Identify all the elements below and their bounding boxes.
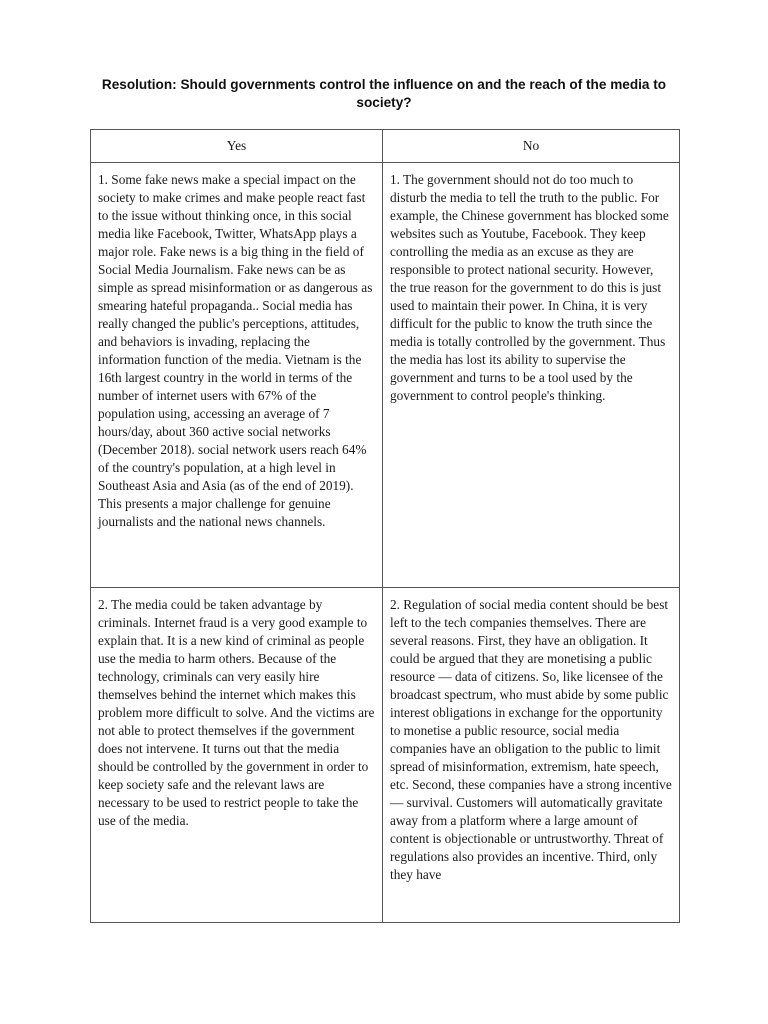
no-argument-1: 1. The government should not do too much to disturb the media to tell the truth to the public. For example, the Chinese government has blocked some websites such as Youtube, Facebook. They keep controlling the media as an excuse as they are responsible to protect national security. However, the true reason for the government to do this is just used to maintain their power. In China, it is very difficult for the public to know the truth since the media is totally controlled by the government. Thus the media has lost its ability to supervise the government and turns to be a tool used by the government to control people's thinking. <box>383 163 680 588</box>
table-row <box>91 588 680 923</box>
column-header-no: No <box>383 130 680 163</box>
table-header-row <box>91 130 680 163</box>
document-title: Resolution: Should governments control the influence on and the reach of the media to society? <box>101 77 667 110</box>
yes-argument-2: 2. The media could be taken advantage by criminals. Internet fraud is a very good example to explain that. It is a new kind of criminal as people use the media to harm others. Because of the technology, criminals can very easily hire themselves behind the internet which makes this problem more difficult to solve. And the victims are not able to protect themselves if the government does not intervene. It turns out that the media should be controlled by the government in order to keep society safe and the relevant laws are necessary to be used to restrict people to take the use of the media. <box>91 588 383 923</box>
table-row <box>91 163 680 588</box>
column-header-yes: Yes <box>91 130 383 163</box>
no-argument-2: 2. Regulation of social media content should be best left to the tech companies themselves. There are several reasons. First, they have an obligation. It could be argued that they are monetising a public resource — data of citizens. So, like licensee of the broadcast spectrum, who must abide by some public interest obligations in exchange for the opportunity to monetise a public resource, social media companies have an obligation to the public to limit spread of misinformation, extremism, hate speech, etc. Second, these companies have a strong incentive — survival. Customers will automatically gravitate away from a platform where a large amount of content is objectionable or untrustworthy. Threat of regulations also provides an incentive. Third, only they have <box>383 588 680 923</box>
yes-argument-1: 1. Some fake news make a special impact on the society to make crimes and make people react fast to the issue without thinking once, in this social media like Facebook, Twitter, WhatsApp plays a major role. Fake news is a big thing in the field of Social Media Journalism. Fake news can be as simple as spread misinformation or as dangerous as smearing hateful propaganda.. Social media has really changed the public's perceptions, attitudes, and behaviors is invading, replacing the information function of the media. Vietnam is the 16th largest country in the world in terms of the number of internet users with 67% of the population using, accessing an average of 7 hours/day, about 360 active social networks (December 2018). social network users reach 64% of the country's population, at a high level in Southeast Asia and Asia (as of the end of 2019). This presents a major challenge for genuine journalists and the national news channels. <box>91 163 383 588</box>
debate-table <box>90 129 680 923</box>
